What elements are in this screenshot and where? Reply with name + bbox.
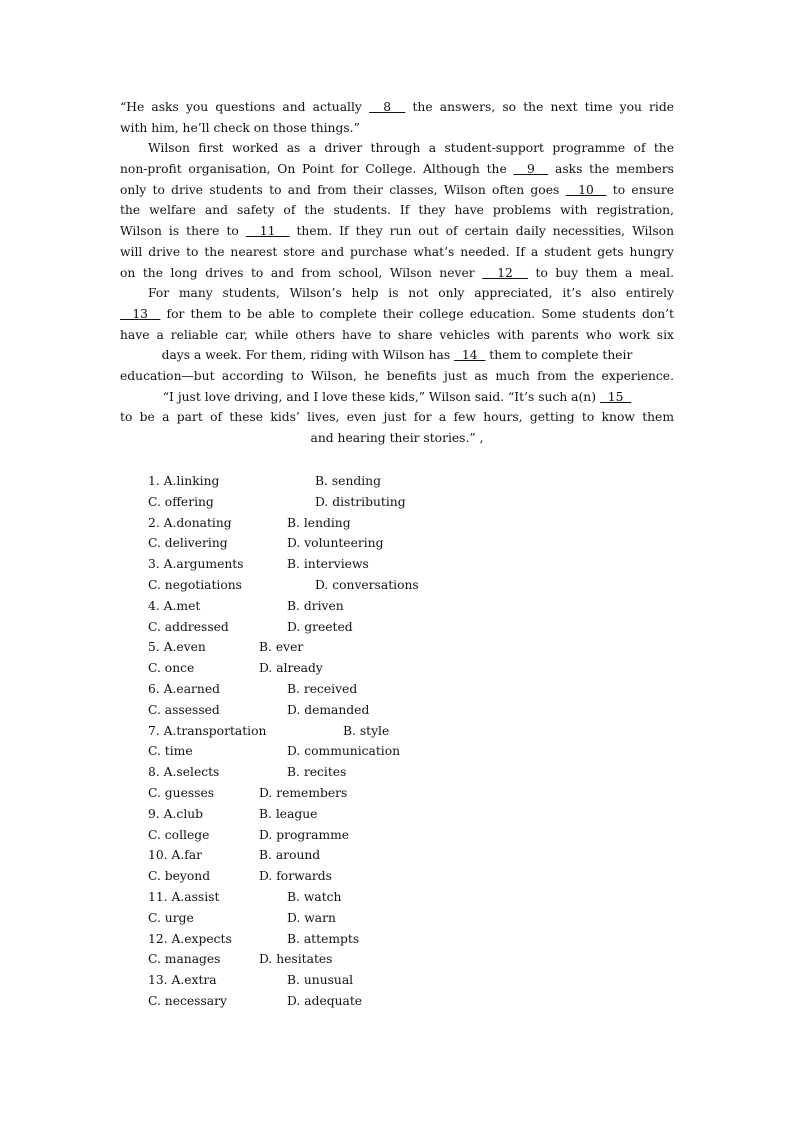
- option-d: D. hesitates: [259, 952, 333, 967]
- blank-15: 15: [599, 389, 632, 404]
- option-c: C. once: [148, 661, 195, 676]
- option-row: [148, 887, 548, 908]
- option-row: [148, 804, 548, 825]
- passage-line-13: days a week. For them, riding with Wilson has 14 them to complete their: [161, 348, 633, 363]
- option-c: C. addressed: [148, 619, 229, 634]
- option-row: [148, 866, 548, 887]
- option-b: B. lending: [287, 515, 351, 530]
- option-c: C. necessary: [148, 993, 227, 1008]
- option-row: [148, 700, 548, 721]
- option-c: C. delivering: [148, 536, 228, 551]
- option-a: 8. A.selects: [148, 765, 220, 780]
- passage-line-9: on the long drives to and from school, Wilson never 12 to buy them a meal.: [120, 265, 674, 280]
- passage-line-7: Wilson is there to 11 them. If they run out of certain daily necessities, Wilson: [120, 224, 674, 239]
- option-b: B. sending: [315, 474, 381, 488]
- option-a: 10. A.far: [148, 848, 203, 863]
- passage-line-14: education—but according to Wilson, he benefits just as much from the experience.: [120, 368, 674, 383]
- passage-line-17: and hearing their stories.” ,: [310, 431, 484, 445]
- passage-line-4: non-profit organisation, On Point for College. Although the 9 asks the members: [120, 162, 674, 177]
- option-row: [148, 783, 548, 804]
- blank-11: 11: [245, 224, 290, 239]
- option-row: [148, 949, 548, 970]
- passage-line-1: “He asks you questions and actually 8 the answers, so the next time you ride: [120, 100, 674, 114]
- option-b: B. received: [287, 681, 358, 696]
- passage-line-2: with him, he’ll check on those things.”: [120, 120, 360, 135]
- option-a: 1. A.linking: [148, 474, 220, 488]
- option-row: [148, 513, 548, 534]
- option-b: B. recites: [287, 765, 347, 780]
- option-c: C. urge: [148, 910, 194, 925]
- option-d: D. demanded: [287, 702, 370, 717]
- option-b: B. interviews: [287, 557, 369, 572]
- option-d: D. conversations: [315, 577, 419, 592]
- option-a: 7. A.transportation: [148, 723, 267, 738]
- option-d: D. adequate: [287, 993, 363, 1008]
- option-d: D. forwards: [259, 869, 332, 884]
- blank-9: 9: [513, 162, 549, 177]
- reading-passage: [120, 97, 674, 449]
- option-row: [148, 658, 548, 679]
- option-row: [148, 762, 548, 783]
- option-b: B. around: [259, 848, 321, 863]
- option-b: B. watch: [287, 889, 342, 904]
- passage-line-6: the welfare and safety of the students. If they have problems with registration,: [120, 203, 674, 218]
- passage-line-10: For many students, Wilson’s help is not only appreciated, it’s also entirely: [148, 286, 674, 301]
- answer-options: [148, 471, 548, 1012]
- passage-line-11: 13 for them to be able to complete their college education. Some students don’t: [120, 306, 674, 321]
- option-d: D. communication: [287, 744, 401, 759]
- blank-8: 8: [369, 100, 406, 114]
- option-a: 9. A.club: [148, 806, 204, 821]
- blank-13: 13: [120, 306, 161, 321]
- option-row: [148, 721, 548, 742]
- option-row: [148, 991, 548, 1012]
- option-a: 2. A.donating: [148, 515, 232, 530]
- passage-line-8: will drive to the nearest store and purchase what’s needed. If a student gets hungry: [120, 244, 674, 259]
- option-row: [148, 554, 548, 575]
- option-b: B. style: [343, 723, 390, 738]
- option-row: [148, 533, 548, 554]
- option-row: [148, 575, 548, 596]
- option-row: [148, 741, 548, 762]
- passage-line-16: to be a part of these kids’ lives, even just for a few hours, getting to know them: [120, 410, 674, 425]
- passage-line-12: have a reliable car, while others have to share vehicles with parents who work six: [120, 327, 674, 342]
- option-b: B. ever: [259, 640, 304, 655]
- option-c: C. offering: [148, 494, 214, 509]
- option-a: 5. A.even: [148, 640, 206, 655]
- option-c: C. assessed: [148, 702, 220, 717]
- option-d: D. warn: [287, 910, 336, 925]
- option-d: D. programme: [259, 827, 350, 842]
- option-d: D. remembers: [259, 785, 348, 800]
- option-row: [148, 929, 548, 950]
- option-row: [148, 471, 548, 492]
- option-b: B. attempts: [287, 931, 360, 946]
- option-d: D. already: [259, 661, 323, 676]
- option-a: 11. A.assist: [148, 889, 220, 904]
- option-row: [148, 970, 548, 991]
- option-a: 12. A.expects: [148, 931, 232, 946]
- option-a: 3. A.arguments: [148, 557, 244, 572]
- blank-10: 10: [565, 182, 607, 197]
- option-row: [148, 845, 548, 866]
- passage-line-5: only to drive students to and from their classes, Wilson often goes 10 to ensure: [120, 182, 674, 197]
- option-a: 6. A.earned: [148, 681, 220, 696]
- option-d: D. volunteering: [287, 536, 384, 551]
- option-row: [148, 679, 548, 700]
- option-c: C. guesses: [148, 785, 215, 800]
- option-c: C. negotiations: [148, 577, 242, 592]
- option-c: C. manages: [148, 952, 221, 967]
- option-row: [148, 908, 548, 929]
- option-c: C. beyond: [148, 869, 211, 884]
- option-c: C. time: [148, 744, 193, 759]
- blank-12: 12: [482, 265, 528, 280]
- option-b: B. unusual: [287, 973, 354, 988]
- option-row: [148, 617, 548, 638]
- option-b: B. driven: [287, 598, 344, 613]
- option-d: D. distributing: [315, 494, 406, 509]
- option-a: 13. A.extra: [148, 973, 217, 988]
- option-row: [148, 596, 548, 617]
- passage-line-3: Wilson first worked as a driver through a student-support programme of the: [148, 141, 674, 156]
- option-c: C. college: [148, 827, 210, 842]
- option-row: [148, 492, 548, 513]
- blank-14: 14: [454, 348, 486, 363]
- option-row: [148, 825, 548, 846]
- option-b: B. league: [259, 806, 318, 821]
- option-row: [148, 637, 548, 658]
- passage-line-15: “I just love driving, and I love these kids,” Wilson said. “It’s such a(n) 15: [162, 389, 632, 404]
- option-a: 4. A.met: [148, 598, 201, 613]
- option-d: D. greeted: [287, 619, 353, 634]
